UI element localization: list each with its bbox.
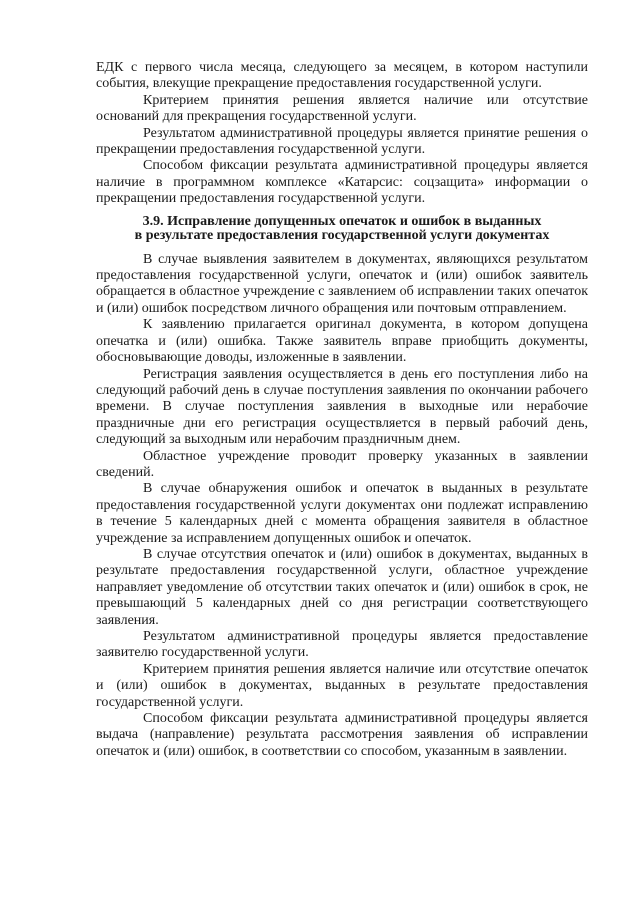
paragraph-correction-period: В случае обнаружения ошибок и опечаток в выданных в результате предоставления государственной услуги документах они подлежат исправлению в течение 5 календарных дней с момента обращения заявителя в областное учреждение за исправлением допущенных ошибок и опечаток. [96, 481, 588, 546]
section-heading-line-2: в результате предоставления государственной услуги документах [134, 228, 550, 244]
document-body [96, 60, 588, 760]
paragraph-attachments: К заявлению прилагается оригинал документа, в котором допущена опечатка и (или) ошибка. Также заявитель вправе приобщить документы, обосновывающие доводы, изложенные в заявлении. [96, 317, 588, 366]
paragraph-no-errors-notice: В случае отсутствия опечаток и (или) ошибок в документах, выданных в результате предоставления государственной услуги, областное учреждение направляет уведомление об отсутствии таких опечаток и (или) ошибок в срок, не превышающий 5 календарных дней со дня регистрации соответствующего заявления. [96, 546, 588, 628]
paragraph-verification: Областное учреждение проводит проверку указанных в заявлении сведений. [96, 448, 588, 480]
paragraph-section-recording: Способом фиксации результата административной процедуры является выдача (направление) результата рассмотрения заявления об исправлении опечаток и (или) ошибок, в соответствии со способом, указанным в заявлении. [96, 711, 588, 759]
paragraph-procedure-result: Результатом административной процедуры является принятие решения о прекращении предоставления государственной услуги. [96, 125, 588, 158]
section-heading-line-1: 3.9. Исправление допущенных опечаток и ошибок в выданных [142, 213, 542, 229]
paragraph-section-criterion: Критерием принятия решения является наличие или отсутствие опечаток и (или) ошибок в документах, выданных в результате предоставления государственной услуги. [96, 661, 588, 710]
paragraph-registration: Регистрация заявления осуществляется в день его поступления либо на следующий рабочий день в случае поступления заявления по окончании рабочего времени. В случае поступления заявления в выходные или нерабочие праздничные дни его регистрация осуществляется в первый рабочий день, следующий за выходным или нерабочим праздничным днем. [96, 366, 588, 448]
paragraph-section-result: Результатом административной процедуры является предоставление заявителю государственной услуги. [96, 629, 588, 661]
section-heading [96, 215, 588, 244]
paragraph-continuation: ЕДК с первого числа месяца, следующего за месяцем, в котором наступили события, влекущие прекращение предоставления государственной услуги. [96, 60, 588, 92]
paragraph-error-discovery: В случае выявления заявителем в документах, являющихся результатом предоставления государственной услуги, опечаток и (или) ошибок заявитель обращается в областное учреждение с заявлением об исправлении таких опечаток и (или) ошибок посредством личного обращения или почтовым отправлением. [96, 251, 588, 316]
paragraph-result-recording: Способом фиксации результата административной процедуры является наличие в программном комплексе «Катарсис: соцзащита» информации о прекращении предоставления государственной услуги. [96, 158, 588, 207]
paragraph-decision-criterion: Критерием принятия решения является наличие или отсутствие оснований для прекращения государственной услуги. [96, 92, 588, 125]
